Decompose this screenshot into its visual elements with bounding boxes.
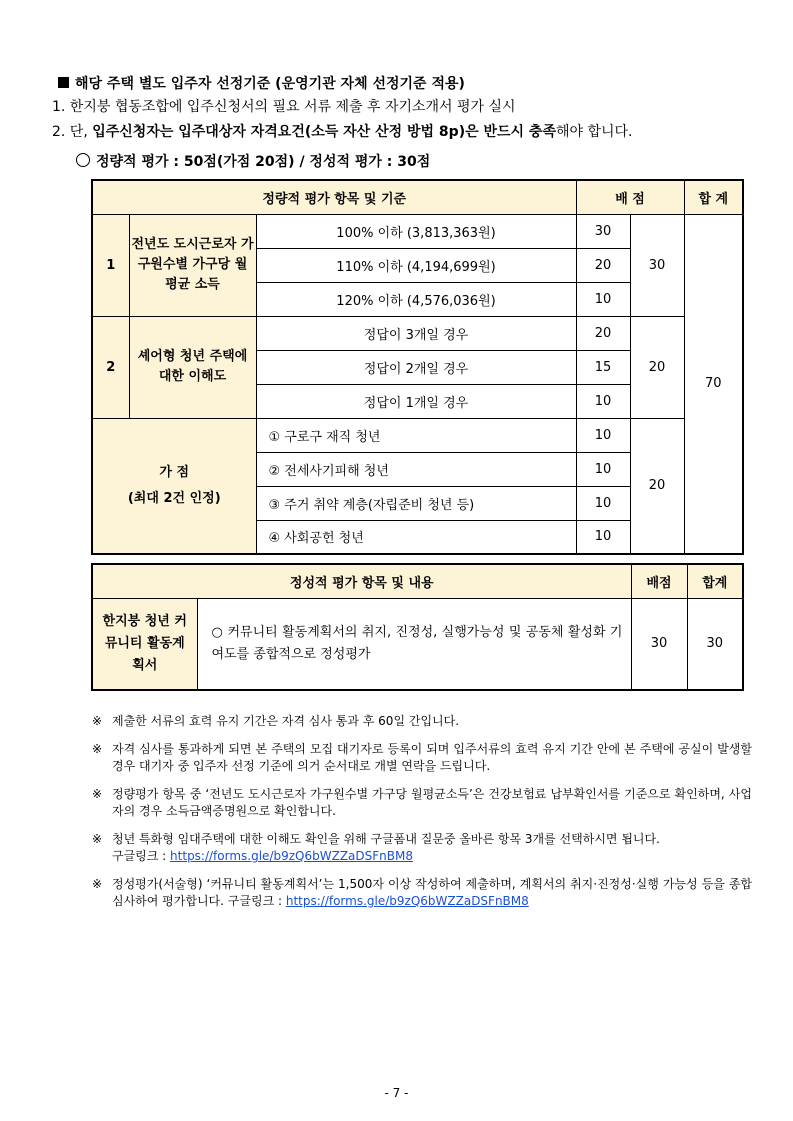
table-header-row xyxy=(92,564,743,598)
criterion-cell: ③ 주거 취약 계층(자립준비 청년 등) xyxy=(256,486,576,520)
criterion-cell: ① 구로구 재직 청년 xyxy=(256,418,576,452)
quantitative-table xyxy=(91,179,744,555)
subtotal-cell: 30 xyxy=(630,214,684,316)
total-cell: 70 xyxy=(684,214,743,554)
reference-mark: ※ xyxy=(92,832,103,846)
header-content: 정성적 평가 항목 및 내용 xyxy=(92,564,631,598)
item-1: 1. 한지붕 협동조합에 입주신청서의 필요 서류 제출 후 자기소개서 평가 실시 xyxy=(52,99,516,115)
note-item: ※ 청년 특화형 임대주택에 대한 이해도 확인을 위해 구글폼내 질문중 올바른 항목 3개를 선택하시면 됩니다. 구글링크 : https://forms.gle/b9zQ6bWZZaDSFnBM8 xyxy=(92,832,660,863)
criterion-cell: ② 전세사기피해 청년 xyxy=(256,452,576,486)
note-item: ※ 자격 심사를 통과하게 되면 본 주택의 모집 대기자로 등록이 되며 입주서류의 효력 유지 기간 안에 본 주택에 공실이 발생할 경우 대기자 중 입주자 선정 기준에 의거 순서대로 개별 연락을 드립니다. xyxy=(92,742,752,773)
google-form-link[interactable]: https://forms.gle/b9zQ6bWZZaDSFnBM8 xyxy=(285,894,529,908)
note-item: ※ 제출한 서류의 효력 유지 기간은 자격 심사 통과 후 60일 간입니다. xyxy=(92,714,460,728)
score-cell: 20 xyxy=(576,316,630,350)
score-cell: 10 xyxy=(576,520,630,554)
bonus-label: 가 점 (최대 2건 인정) xyxy=(92,418,256,554)
content-cell: ○ 커뮤니티 활동계획서의 취지, 진정성, 실행가능성 및 공동체 활성화 기여도를 종합적으로 정성평가 xyxy=(197,598,631,690)
score-cell: 30 xyxy=(576,214,630,248)
table-header-row xyxy=(92,180,743,214)
note-item: ※ 정량평가 항목 중 ‘전년도 도시근로자 가구원수별 가구당 월평균소득’은 건강보험료 납부확인서를 기준으로 확인하며, 사업자의 경우 소득금액증명원으로 확인합니다. xyxy=(92,787,752,818)
reference-mark: ※ xyxy=(92,714,103,728)
total-cell: 30 xyxy=(687,598,743,690)
score-cell: 10 xyxy=(576,282,630,316)
header-total: 합 계 xyxy=(684,180,743,214)
criterion-cell: 정답이 2개일 경우 xyxy=(256,350,576,384)
header-total: 합계 xyxy=(687,564,743,598)
criterion-cell: 120% 이하 (4,576,036원) xyxy=(256,282,576,316)
header-criteria: 정량적 평가 항목 및 기준 xyxy=(92,180,576,214)
page-number: - 7 - xyxy=(384,1086,409,1100)
subtotal-cell: 20 xyxy=(630,316,684,418)
criterion-cell: 정답이 3개일 경우 xyxy=(256,316,576,350)
header-score: 배 점 xyxy=(576,180,684,214)
subtotal-cell: 20 xyxy=(630,418,684,554)
table-row xyxy=(92,598,743,690)
group-label: 전년도 도시근로자 가구원수별 가구당 월 평균 소득 xyxy=(129,214,256,316)
item-label: 한지붕 청년 커뮤니티 활동계획서 xyxy=(92,598,197,690)
score-cell: 10 xyxy=(576,418,630,452)
group-number: 2 xyxy=(92,316,129,418)
criterion-cell: 100% 이하 (3,813,363원) xyxy=(256,214,576,248)
score-cell: 10 xyxy=(576,452,630,486)
square-bullet-icon xyxy=(58,77,69,88)
table-row xyxy=(92,418,743,452)
reference-mark: ※ xyxy=(92,877,103,891)
group-number: 1 xyxy=(92,214,129,316)
criterion-cell: 110% 이하 (4,194,699원) xyxy=(256,248,576,282)
google-form-link[interactable]: https://forms.gle/b9zQ6bWZZaDSFnBM8 xyxy=(170,849,413,863)
score-cell: 15 xyxy=(576,350,630,384)
group-label: 셰어형 청년 주택에 대한 이해도 xyxy=(129,316,256,418)
reference-mark: ※ xyxy=(92,742,103,756)
item-2: 2. 단, 입주신청자는 입주대상자 자격요건(소득 자산 산정 방법 8p)은 반드시 충족해야 합니다. xyxy=(52,124,633,140)
notes-list xyxy=(92,713,752,921)
criterion-cell: 정답이 1개일 경우 xyxy=(256,384,576,418)
score-cell: 10 xyxy=(576,384,630,418)
score-cell: 20 xyxy=(576,248,630,282)
reference-mark: ※ xyxy=(92,787,103,801)
score-cell: 30 xyxy=(631,598,687,690)
criterion-cell: ④ 사회공헌 청년 xyxy=(256,520,576,554)
qualitative-table xyxy=(91,563,744,691)
sub-heading: 정량적 평가 : 50점(가점 20점) / 정성적 평가 : 30점 xyxy=(76,151,430,171)
score-cell: 10 xyxy=(576,486,630,520)
note-item: ※ 정성평가(서술형) ‘커뮤니티 활동계획서’는 1,500자 이상 작성하여 제출하며, 계획서의 취지·진정성·실행 가능성 등을 종합 심사하여 평가합니다. 구글링크 : https://forms.gle/b9zQ6bWZZaDSFnBM8 xyxy=(92,877,752,908)
table-row xyxy=(92,316,743,350)
section-heading: 해당 주택 별도 입주자 선정기준 (운영기관 자체 선정기준 적용) xyxy=(58,73,465,93)
circle-bullet-icon xyxy=(76,153,90,167)
header-score: 배점 xyxy=(631,564,687,598)
table-row xyxy=(92,214,743,248)
